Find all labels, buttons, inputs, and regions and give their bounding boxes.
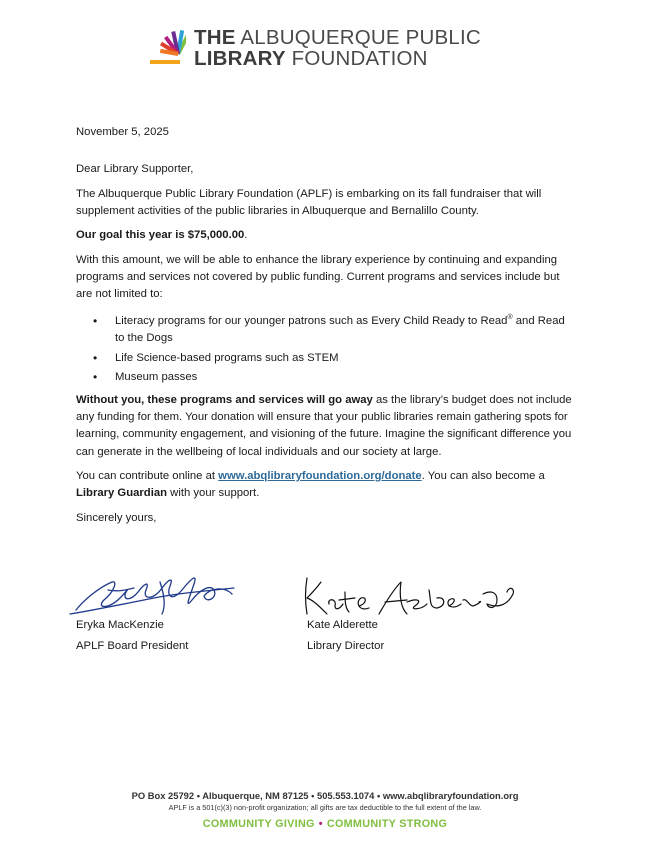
logo-library: LIBRARY xyxy=(194,47,286,70)
logo-bar-yellow xyxy=(150,60,180,64)
logo-albuquerque-public: ALBUQUERQUE PUBLIC xyxy=(240,26,481,49)
logo-foundation: FOUNDATION xyxy=(291,47,428,70)
logo-wordmark xyxy=(194,27,481,69)
goal-text: Our goal this year is $75,000.00 xyxy=(76,229,245,242)
tagline-giving: COMMUNITY GIVING xyxy=(202,818,315,830)
president-name: Eryka MacKenzie xyxy=(76,619,164,631)
programs-list xyxy=(76,313,576,386)
footer-contact: PO Box 25792 • Albuquerque, NM 87125 • 505.553.1074 • www.abqlibraryfoundation.org xyxy=(131,790,519,801)
signature-block-director xyxy=(297,570,527,652)
tagline-separator: • xyxy=(318,818,323,830)
goal-paragraph: Our goal this year is $75,000.00. xyxy=(76,229,248,242)
tagline-strong: COMMUNITY STRONG xyxy=(326,818,448,830)
list-item: • Literacy programs for our younger patrons such as Every Child Ready to Read® and Read to the Dogs xyxy=(76,313,576,347)
letter-date: November 5, 2025 xyxy=(76,126,169,138)
programs-paragraph: With this amount, we will be able to enhance the library experience by continuing and expanding programs and services not covered by public funding. Current programs and services include but are not limited to: xyxy=(76,253,560,300)
registered-mark: ® xyxy=(507,314,513,322)
donate-link[interactable]: www.abqlibraryfoundation.org/donate xyxy=(218,470,422,482)
footer-tax-note: APLF is a 501(c)(3) non-profit organization; all gifts are tax deductible to the full extent of the law. xyxy=(168,803,482,812)
president-title: APLF Board President xyxy=(76,640,189,652)
logo-the: THE xyxy=(194,26,236,49)
appeal-emphasis: Without you, these programs and services will go away xyxy=(76,394,373,406)
logo-mark-icon xyxy=(148,26,186,68)
contribute-paragraph: You can contribute online at www.abqlibraryfoundation.org/donate. You can also become a Library Guardian with your support. xyxy=(76,470,545,500)
letter-body xyxy=(76,124,576,534)
foundation-logo xyxy=(148,26,508,70)
footer-tagline xyxy=(0,818,650,830)
list-item: • Museum passes xyxy=(76,369,576,386)
library-guardian-text: Library Guardian xyxy=(76,487,168,500)
appeal-paragraph: Without you, these programs and services will go away as the library’s budget does not include any funding for them. Your donation will ensure that your public libraries remain gathering spots for learning, community engagement, and visioning of the future. Imagine the significant difference you can generate in the wellbeing of local individuals and our society at large. xyxy=(76,394,572,458)
closing: Sincerely yours, xyxy=(76,511,157,524)
signature-block-president xyxy=(64,570,254,652)
footer xyxy=(0,789,650,830)
director-title: Library Director xyxy=(307,640,385,652)
director-name: Kate Alderette xyxy=(307,619,378,631)
intro-paragraph: The Albuquerque Public Library Foundation (APLF) is embarking on its fall fundraiser that will supplement activities of the public libraries in Albuquerque and Bernalillo County. xyxy=(76,187,542,217)
list-item: • Life Science-based programs such as STEM xyxy=(76,350,576,367)
salutation: Dear Library Supporter, xyxy=(76,163,194,176)
